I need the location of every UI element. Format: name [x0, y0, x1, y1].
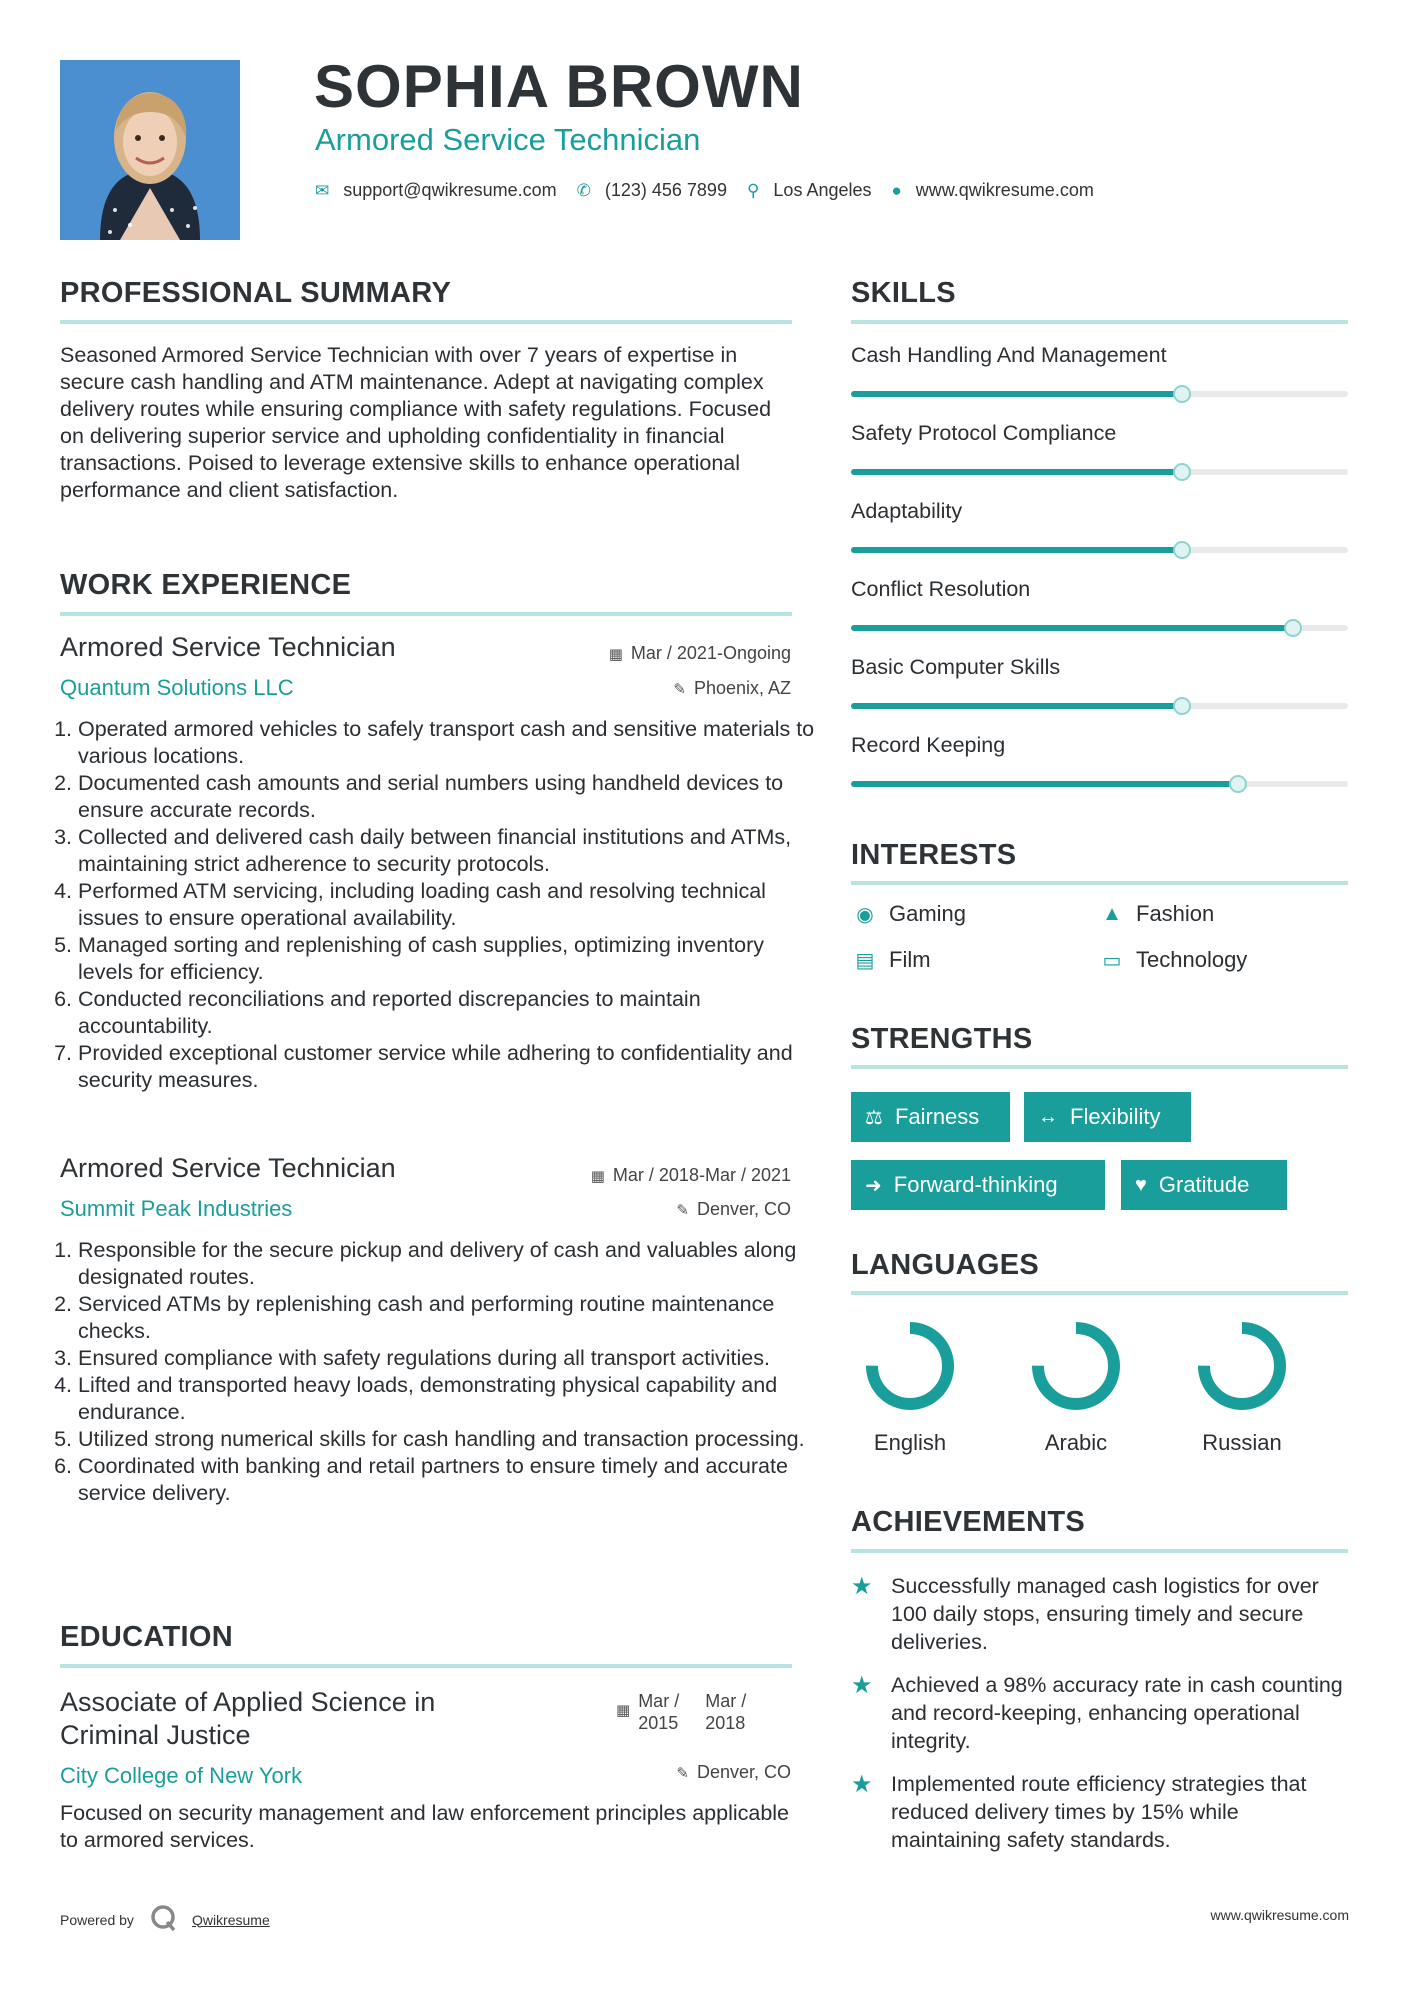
skills-heading: SKILLS [851, 277, 956, 309]
job-location-text: Phoenix, AZ [693, 678, 791, 698]
language-name: Arabic [1044, 1430, 1108, 1455]
arrows-horizontal-icon: ↔ [1038, 1105, 1058, 1128]
section-divider [60, 320, 792, 324]
skill-bar-knob [1229, 775, 1247, 793]
language-ring [862, 1318, 958, 1414]
strength-label: Gratitude [1158, 1172, 1250, 1197]
language-ring-arc [1038, 1328, 1114, 1404]
contact-phone[interactable]: (123) 456 7899 [604, 180, 727, 200]
list-item: 1. Responsible for the secure pickup and delivery of cash and valuables along designated routes. [78, 1237, 823, 1291]
list-item: 4. Performed ATM servicing, including loading cash and resolving technical issues to ensure operational availability. [78, 878, 823, 932]
job-location [676, 1199, 791, 1220]
achievement-text: Implemented route efficiency strategies that reduced delivery times by 15% while maintaining safety standards. [891, 1772, 1307, 1852]
achievement-text: Successfully managed cash logistics for over 100 daily stops, ensuring timely and secure deliveries. [891, 1574, 1319, 1654]
phone-icon: ✆ [576, 180, 591, 200]
language-ring [1194, 1318, 1290, 1414]
language-name: English [873, 1430, 947, 1455]
job-dates [591, 1165, 791, 1186]
contact-location: Los Angeles [773, 180, 872, 200]
interest-label: Fashion [1136, 901, 1215, 926]
interest-item [1098, 947, 1247, 973]
company-name: Summit Peak Industries [60, 1196, 293, 1221]
section-divider [851, 320, 1348, 324]
powered-by [60, 1903, 270, 1936]
skill-bar [851, 703, 1348, 709]
job-dates-text: Mar / 2018-Mar / 2021 [612, 1165, 791, 1185]
skill-bar-knob [1173, 463, 1191, 481]
skill-bar-fill [851, 625, 1293, 631]
skill-name: Conflict Resolution [851, 577, 1031, 601]
skill-name: Cash Handling And Management [851, 343, 1167, 367]
strength-tag [1121, 1160, 1287, 1210]
list-item: 4. Lifted and transported heavy loads, demonstrating physical capability and endurance. [78, 1372, 823, 1426]
list-item: 5. Managed sorting and replenishing of cash supplies, optimizing inventory levels for efficiency. [78, 932, 823, 986]
language-item [1182, 1318, 1302, 1456]
job-title: Armored Service Technician [60, 632, 396, 662]
achievement-item [851, 1572, 1351, 1656]
list-item: 3. Ensured compliance with safety regulations during all transport activities. [78, 1345, 823, 1372]
section-divider [60, 1664, 792, 1668]
degree-line-2: Criminal Justice [60, 1720, 251, 1750]
footer-site[interactable]: www.qwikresume.com [1210, 1907, 1349, 1923]
list-item: 6. Conducted reconciliations and reported discrepancies to maintain accountability. [78, 986, 823, 1040]
education-location [676, 1762, 791, 1783]
interest-item [851, 901, 966, 927]
list-item: 7. Provided exceptional customer service while adhering to confidentiality and security measures. [78, 1040, 823, 1094]
job-dates-text: Mar / 2021-Ongoing [630, 643, 791, 663]
globe-icon: ● [891, 180, 902, 200]
arrow-right-icon: ➜ [865, 1174, 882, 1197]
heart-icon: ♥ [1135, 1173, 1147, 1196]
list-item: 6. Coordinated with banking and retail partners to ensure timely and accurate service delivery. [78, 1453, 823, 1507]
skill-bar [851, 469, 1348, 475]
skill-bar-fill [851, 781, 1238, 787]
section-divider [851, 1549, 1348, 1553]
interest-label: Gaming [889, 901, 967, 926]
pin-icon: ✎ [676, 1764, 689, 1782]
skill-bar-fill [851, 703, 1182, 709]
pin-icon: ✎ [673, 680, 686, 698]
list-item: 2. Documented cash amounts and serial numbers using handheld devices to ensure accurate records. [78, 770, 823, 824]
edu-end-year: 2018 [705, 1713, 746, 1733]
skill-bar-knob [1173, 541, 1191, 559]
edu-start-month: Mar / [638, 1691, 680, 1711]
skill-bar [851, 625, 1348, 631]
job-dates [609, 643, 791, 664]
location-icon: ⚲ [746, 180, 760, 200]
job-title: Armored Service Technician [60, 1153, 396, 1183]
language-item [850, 1318, 970, 1456]
strength-label: Flexibility [1070, 1104, 1161, 1129]
laptop-icon: ▭ [1102, 949, 1122, 972]
list-item: 3. Collected and delivered cash daily between financial institutions and ATMs, maintaining strict adherence to security protocols. [78, 824, 823, 878]
star-icon: ★ [851, 1672, 873, 1699]
interest-item [851, 947, 931, 973]
achievements-heading: ACHIEVEMENTS [851, 1506, 1086, 1538]
strengths-heading: STRENGTHS [851, 1023, 1033, 1055]
star-icon: ★ [851, 1573, 873, 1600]
skill-bar-fill [851, 469, 1182, 475]
edu-end-month: Mar / [705, 1691, 747, 1711]
achievement-text: Achieved a 98% accuracy rate in cash counting and record-keeping, enhancing operational integrity. [891, 1673, 1343, 1753]
calendar-icon: ▦ [608, 645, 623, 663]
calendar-icon: ▦ [616, 1702, 631, 1719]
interest-item [1098, 901, 1214, 927]
achievement-item [851, 1770, 1351, 1854]
summary-heading: PROFESSIONAL SUMMARY [60, 277, 452, 309]
star-icon: ★ [851, 1771, 873, 1798]
list-item: 2. Serviced ATMs by replenishing cash and performing routine maintenance checks. [78, 1291, 823, 1345]
strength-label: Forward-thinking [893, 1172, 1058, 1197]
skill-name: Basic Computer Skills [851, 655, 1061, 679]
strength-label: Fairness [894, 1104, 980, 1129]
powered-by-label: Powered by [60, 1911, 134, 1928]
contact-bar [315, 180, 1114, 201]
list-item: 5. Utilized strong numerical skills for cash handling and transaction processing. [78, 1426, 823, 1453]
company-name: Quantum Solutions LLC [60, 675, 294, 700]
language-item [1016, 1318, 1136, 1456]
shopping-bag-icon: ▲ [1102, 902, 1122, 925]
film-icon: ▤ [855, 949, 875, 972]
skill-name: Safety Protocol Compliance [851, 421, 1117, 445]
skill-bar [851, 391, 1348, 397]
qwikresume-logo-icon [148, 1903, 178, 1936]
skill-name: Record Keeping [851, 733, 1006, 757]
skill-bar-knob [1284, 619, 1302, 637]
strength-tag [851, 1160, 1105, 1210]
strength-tag [1024, 1092, 1191, 1142]
envelope-icon: ✉ [315, 180, 330, 200]
language-ring-arc [1204, 1328, 1280, 1404]
education-description: Focused on security management and law enforcement principles applicable to armored services. [60, 1801, 790, 1852]
list-item: 1. Operated armored vehicles to safely transport cash and sensitive materials to various locations. [78, 716, 823, 770]
skill-bar [851, 547, 1348, 553]
school-name: City College of New York [60, 1763, 303, 1788]
calendar-icon: ▦ [590, 1167, 605, 1185]
job-location-text: Denver, CO [696, 1199, 791, 1219]
interest-label: Technology [1136, 947, 1248, 972]
contact-website[interactable]: www.qwikresume.com [915, 180, 1094, 200]
edu-start-year: 2015 [638, 1713, 679, 1733]
gamepad-icon: ◉ [856, 903, 874, 926]
balance-scale-icon: ⚖ [865, 1106, 883, 1129]
experience-heading: WORK EXPERIENCE [60, 569, 352, 601]
section-divider [60, 612, 792, 616]
language-ring-arc [872, 1328, 948, 1404]
degree-title [60, 1686, 435, 1752]
languages-heading: LANGUAGES [851, 1249, 1039, 1281]
education-location-text: Denver, CO [696, 1762, 791, 1782]
language-name: Russian [1202, 1430, 1282, 1455]
education-heading: EDUCATION [60, 1621, 233, 1653]
skill-bar [851, 781, 1348, 787]
interest-label: Film [889, 947, 931, 972]
candidate-name: SOPHIA BROWN [314, 53, 804, 120]
job-location [673, 678, 791, 699]
section-divider [851, 1065, 1348, 1069]
strength-tag [851, 1092, 1010, 1142]
skill-bar-fill [851, 391, 1182, 397]
job-bullets [50, 716, 823, 1094]
section-divider [851, 881, 1348, 885]
skill-bar-fill [851, 547, 1182, 553]
interests-heading: INTERESTS [851, 839, 1017, 871]
contact-email[interactable]: support@qwikresume.com [343, 180, 557, 200]
achievement-item [851, 1671, 1351, 1755]
summary-text: Seasoned Armored Service Technician with over 7 years of expertise in secure cash handling and ATM maintenance. Adept at navigating complex delivery routes while ensuring compliance with safety regulations. Focused on delivering superior service and upholding confidentiality in financial transactions. Poised to leverage extensive skills to enhance operational performance and client satisfaction. [60, 343, 772, 502]
degree-line-1: Associate of Applied Science in [60, 1687, 436, 1717]
skill-bar-knob [1173, 697, 1191, 715]
candidate-role: Armored Service Technician [315, 122, 701, 157]
skill-bar-knob [1173, 385, 1191, 403]
education-dates [616, 1690, 746, 1734]
job-bullets [50, 1237, 823, 1507]
brand-link[interactable]: Qwikresume [191, 1911, 270, 1928]
section-divider [851, 1291, 1348, 1295]
language-ring [1028, 1318, 1124, 1414]
profile-photo [60, 60, 240, 240]
pin-icon: ✎ [676, 1201, 689, 1219]
skill-name: Adaptability [851, 499, 963, 523]
portrait-image [60, 60, 240, 240]
